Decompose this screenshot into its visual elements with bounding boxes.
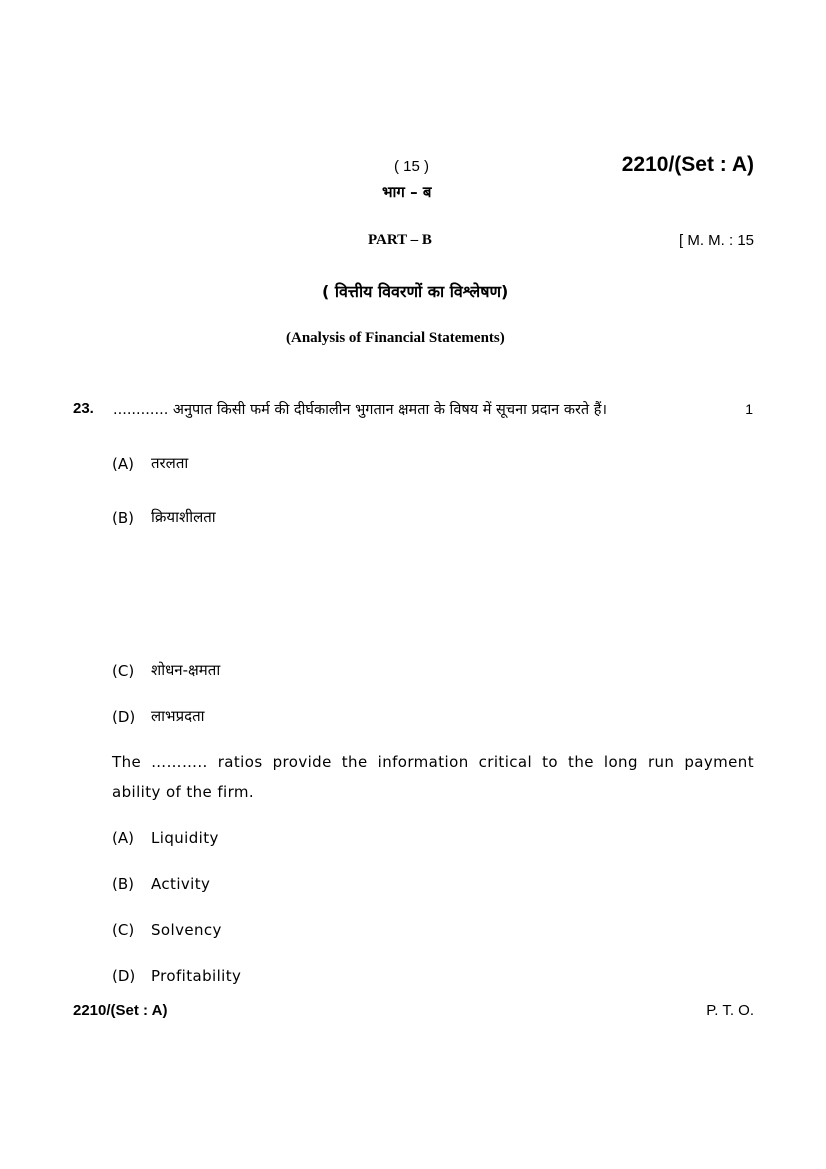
part-label: PART – B — [368, 232, 432, 248]
option-text: लाभप्रदता — [151, 707, 205, 725]
option-label: (D) — [112, 967, 136, 985]
page-number: ( 15 ) — [394, 158, 430, 175]
question-text-hindi: ............ अनुपात किसी फर्म की दीर्घकालीन भुगतान क्षमता के विषय में सूचना प्रदान करते हैं। — [113, 402, 607, 418]
option-text: शोधन-क्षमता — [151, 661, 221, 679]
subtitle-hindi: ( वित्तीय विवरणों का विश्लेषण) — [322, 282, 509, 301]
option-label: (A) — [112, 455, 134, 473]
max-marks: [ M. M. : 15 — [678, 232, 754, 249]
option-label: (C) — [112, 921, 135, 939]
option-label: (D) — [112, 708, 136, 726]
question-text-english-line2: ability of the firm. — [112, 783, 255, 801]
set-code-footer: 2210/(Set : A) — [73, 1002, 168, 1019]
option-text: Profitability — [151, 967, 242, 985]
option-label: (B) — [112, 875, 134, 893]
option-text: क्रियाशीलता — [151, 508, 216, 526]
option-text: Solvency — [151, 921, 222, 939]
question-number: 23. — [73, 400, 94, 417]
pto-label: P. T. O. — [706, 1002, 754, 1019]
option-text: Activity — [151, 875, 211, 893]
section-title-hindi: भाग – ब — [382, 183, 432, 201]
subtitle-english: (Analysis of Financial Statements) — [286, 330, 505, 346]
option-label: (C) — [112, 662, 135, 680]
set-code-header: 2210/(Set : A) — [621, 153, 754, 176]
option-label: (A) — [112, 829, 134, 847]
question-marks: 1 — [745, 401, 753, 417]
option-label: (B) — [112, 509, 134, 527]
option-text: तरलता — [151, 454, 189, 472]
question-text-english-line1: The ……….. ratios provide the information critical to the long run payment — [112, 753, 754, 771]
option-text: Liquidity — [151, 829, 219, 847]
